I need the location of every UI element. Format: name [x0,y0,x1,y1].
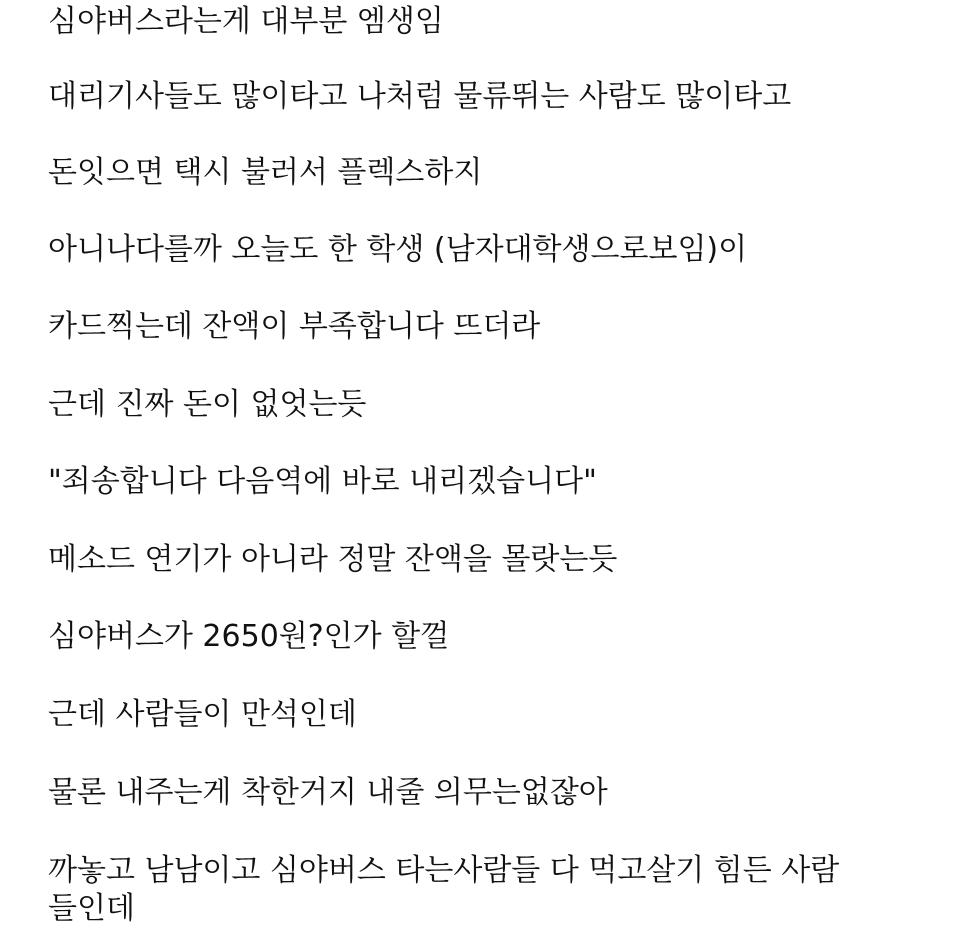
post-line: 근데 진짜 돈이 없엇는듯 [48,387,367,422]
post-line: 메소드 연기가 아니라 정말 잔액을 몰랏는듯 [48,542,618,577]
post-line: 심야버스가 2650원?인가 할껄 [48,619,450,654]
post-line: 근데 사람들이 만석인데 [48,697,357,732]
post-line: 돈잇으면 택시 불러서 플렉스하지 [48,155,483,190]
post-line: 카드찍는데 잔액이 부족합니다 뜨더라 [48,309,541,344]
post-line: 까놓고 남남이고 심야버스 타는사람들 다 먹고살기 힘든 사람 [48,853,840,888]
post-line: 대리기사들도 많이타고 나처럼 물류뛰는 사람도 많이타고 [48,79,792,114]
post-line: 아니나다를까 오늘도 한 학생 (남자대학생으로보임)이 [48,232,748,267]
post-line: "죄송합니다 다음역에 바로 내리겠습니다" [48,464,597,499]
post-line: 들인데 [48,891,135,926]
post-line: 심야버스라는게 대부분 엠생임 [48,4,444,39]
post-line: 물론 내주는게 착한거지 내줄 의무는없잖아 [48,775,608,810]
